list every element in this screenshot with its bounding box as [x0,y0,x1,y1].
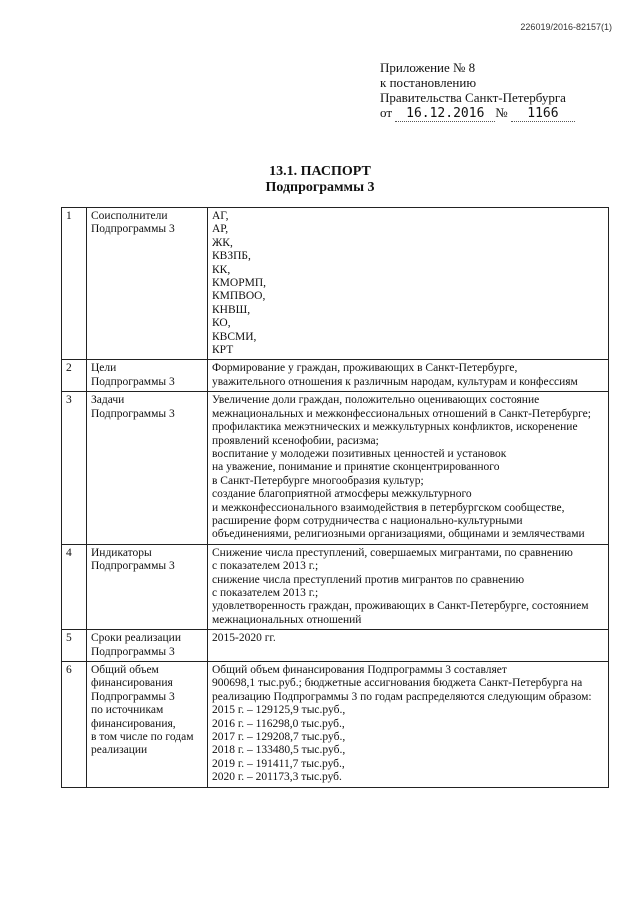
row-content-cell [208,630,609,662]
row-content-line: воспитание у молодежи позитивных ценностей и установок [212,447,507,460]
row-number: 1 [62,208,87,360]
row-name-line: по источникам [91,704,164,717]
row-content-line: Снижение числа преступлений, совершаемых мигрантами, по сравнению [212,546,573,559]
row-content-line: 2016 г. – 116298,0 тыс.руб., [212,717,345,730]
page-title: 13.1. ПАСПОРТ [269,164,371,179]
row-name-line: Соисполнители [91,210,168,222]
row-name-cell [87,544,208,629]
row-content-line: Общий объем финансирования Подпрограммы 3 составляет [212,664,507,676]
row-content-line: и межконфессионального взаимодействия в петербургском сообществе, [212,501,565,514]
row-name-line: Подпрограммы 3 [91,645,175,658]
row-content-line: 2018 г. – 133480,5 тыс.руб., [212,744,346,757]
row-name-line: финансирования, [91,717,176,730]
appendix-title: Приложение № 8 [380,60,476,75]
row-content-line: объединениями, религиозными организациями, общинами и землячествами [212,528,585,541]
row-content-line: профилактика межэтнических и межкультурных конфликтов, искоренение [212,421,578,434]
row-name-line: Подпрограммы 3 [91,223,175,236]
row-content-line: уважительного отношения к различным народам, культурам и конфессиям [212,375,578,388]
table-row [62,392,609,544]
appendix-block [380,60,610,122]
row-name-line: Цели [91,362,117,375]
row-content-line: межнациональных отношений [212,613,362,626]
row-content-line: КМПВОО, [212,290,266,303]
row-content-line: КМОРМП, [212,277,267,290]
row-content-line: АР, [212,223,229,236]
row-content-line: 2020 г. – 201173,3 тыс.руб. [212,771,342,784]
row-number: 4 [62,544,87,629]
row-content-cell [208,360,609,392]
row-content-line: КНВШ, [212,303,251,316]
row-content-line: КРТ [212,344,234,357]
row-name-cell [87,662,208,788]
row-number: 6 [62,662,87,788]
row-name-cell [87,630,208,662]
row-content-line: 2015 г. – 129125,9 тыс.руб., [212,704,346,717]
page-subtitle: Подпрограммы 3 [265,180,375,195]
row-content-line: межнациональных и межконфессиональных отношений в Санкт-Петербурге; [212,407,591,420]
row-content-line: 900698,1 тыс.руб.; бюджетные ассигнования бюджета Санкт-Петербурга на [212,677,583,690]
row-content-line: проявлений ксенофобии, расизма; [212,434,379,447]
table-row [62,662,609,788]
row-content-line: на уважение, понимание и принятие сконцентрированного [212,461,500,474]
row-content-line: Формирование у граждан, проживающих в Санкт-Петербурге, [212,362,518,375]
row-name-line: Подпрограммы 3 [91,375,175,388]
appendix-government: Правительства Санкт-Петербурга [380,90,566,105]
row-name-line: Индикаторы [91,546,152,559]
appendix-date-line [380,105,610,122]
row-name-line: Задачи [91,394,125,407]
row-content-line: Увеличение доли граждан, положительно оценивающих состояние [212,394,540,407]
row-name-line: Подпрограммы 3 [91,560,175,573]
row-content-line: КВЗПБ, [212,250,251,263]
table-row [62,208,609,360]
row-name-cell [87,208,208,360]
from-label: от [380,105,393,120]
row-content-line: 2019 г. – 191411,7 тыс.руб., [212,757,345,770]
row-content-line: расширение форм сотрудничества с национально-культурными [212,514,523,527]
row-name-line: финансирования [91,677,173,690]
row-content-line: 2017 г. – 129208,7 тыс.руб., [212,731,346,744]
row-content-line: КК, [212,263,231,276]
passport-table [61,207,609,788]
row-content-line: удовлетворенность граждан, проживающих в Санкт-Петербурге, состоянием [212,600,589,613]
document-id: 226019/2016-82157(1) [520,22,612,32]
row-content-line: КВСМИ, [212,330,257,343]
row-name-line: Сроки реализации [91,632,181,645]
row-name-cell [87,360,208,392]
row-name-line: в том числе по годам [91,731,194,744]
table-row [62,544,609,629]
row-content-line: создание благоприятной атмосферы межкультурного [212,488,472,501]
row-content-line: АГ, [212,210,229,222]
title-block [0,164,640,196]
resolution-number: 1166 [511,106,575,122]
row-content-line: с показателем 2013 г.; [212,586,319,599]
table-row [62,360,609,392]
row-content-cell [208,544,609,629]
row-content-line: снижение числа преступлений против мигрантов по сравнению [212,573,525,586]
row-content-cell [208,392,609,544]
row-name-line: Общий объем [91,664,159,676]
row-content-line: с показателем 2013 г.; [212,560,319,573]
row-content-line: КО, [212,317,231,330]
row-number: 5 [62,630,87,662]
row-content-cell [208,662,609,788]
passport-table-body [62,208,609,788]
row-content-cell [208,208,609,360]
resolution-date: 16.12.2016 [395,106,495,122]
row-content-line: реализацию Подпрограммы 3 по годам распределяются следующим образом: [212,690,592,703]
row-content-line: в Санкт-Петербурге многообразия культур; [212,474,424,487]
row-name-line: реализации [91,744,148,757]
appendix-resolution: к постановлению [380,75,477,90]
table-row [62,630,609,662]
row-number: 3 [62,392,87,544]
row-name-cell [87,392,208,544]
row-content-line: ЖК, [212,236,233,249]
row-number: 2 [62,360,87,392]
row-name-line: Подпрограммы 3 [91,407,175,420]
row-name-line: Подпрограммы 3 [91,690,175,703]
number-label: № [495,105,508,120]
row-content-line: 2015-2020 гг. [212,632,276,645]
